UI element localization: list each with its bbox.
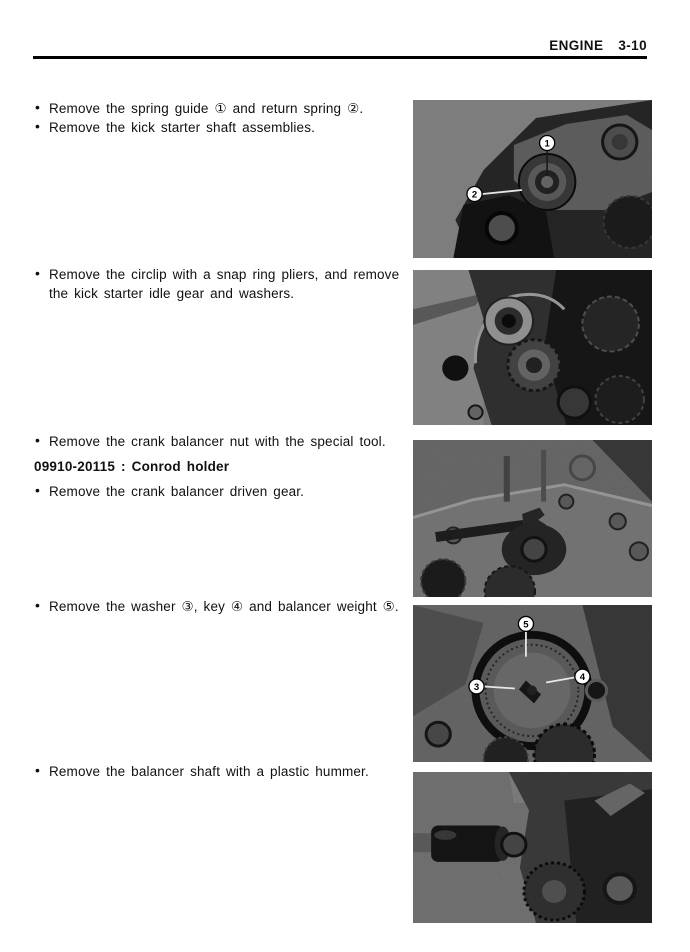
callout-4 (575, 669, 590, 684)
instruction-block-balancer-nut (34, 432, 408, 501)
header-section-title: ENGINE (549, 38, 604, 53)
header-rule (33, 56, 647, 59)
special-tool-note: 09910-20115 : Conrod holder (34, 459, 230, 474)
photo-idle-gear (413, 270, 652, 425)
photo-plastic-hammer (413, 772, 652, 923)
figure-balancer-nut-removal (413, 440, 652, 597)
bullet-item: • Remove the washer ③, key ④ and balancer weight ⑤. (34, 597, 408, 616)
callout-1 (540, 136, 555, 151)
figure-balancer-shaft-removal (413, 772, 652, 923)
photo-balancer-weight (413, 605, 652, 762)
instruction-block-balancer-shaft (34, 762, 408, 781)
bullet-item: • Remove the crank balancer nut with the special tool. (34, 432, 408, 451)
bullet-item: • Remove the circlip with a snap ring pliers, and remove the kick starter idle gear and washers. (34, 265, 408, 303)
photo-kick-starter (413, 100, 652, 258)
bullet-item: • Remove the crank balancer driven gear. (34, 482, 408, 501)
svg-text:1: 1 (544, 138, 550, 150)
figure-kick-starter-removal (413, 100, 652, 258)
svg-text:5: 5 (523, 619, 529, 631)
bullet-item: • Remove the spring guide ① and return spring ②. (34, 99, 408, 118)
figure-idle-gear-removal (413, 270, 652, 425)
halftone-grain (413, 270, 652, 425)
svg-text:2: 2 (471, 189, 478, 201)
instruction-block-kick-starter (34, 99, 408, 137)
callout-2 (467, 187, 482, 202)
callout-3 (469, 679, 484, 694)
photo-special-tool (413, 440, 652, 597)
page-header (549, 38, 647, 53)
halftone-grain (413, 440, 652, 597)
svg-text:4: 4 (579, 672, 586, 683)
svg-text:3: 3 (473, 682, 480, 693)
instruction-block-circlip (34, 265, 408, 303)
bullet-item: • Remove the kick starter shaft assemblies. (34, 118, 408, 137)
instruction-block-balancer-weight (34, 597, 408, 616)
halftone-grain (413, 100, 652, 258)
halftone-grain (413, 772, 652, 923)
header-page-number: 3-10 (618, 38, 647, 53)
bullet-item: • Remove the balancer shaft with a plastic hummer. (34, 762, 408, 781)
callout-5 (518, 616, 533, 631)
figure-balancer-weight-removal (413, 605, 652, 762)
